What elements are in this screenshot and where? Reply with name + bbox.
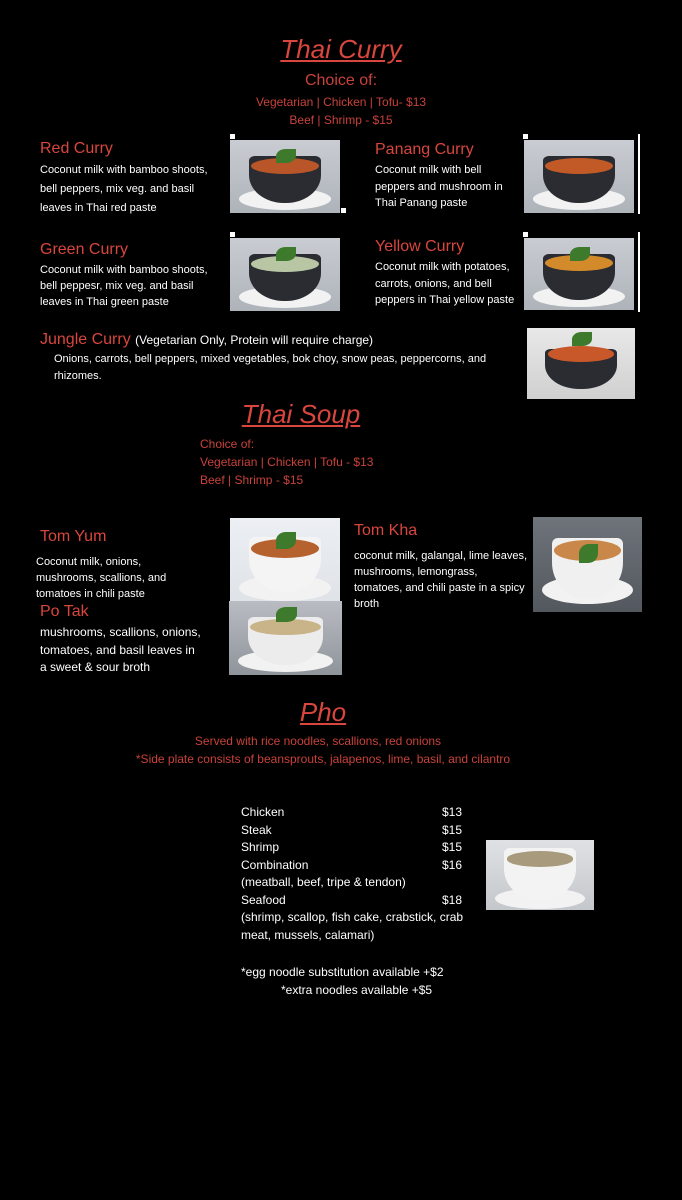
soup-choice-of: Choice of:	[200, 437, 255, 451]
green-curry-desc: Coconut milk with bamboo shoots, bell peppesr, mix veg. and basil leaves in Thai green paste	[40, 264, 208, 308]
pho-row-shrimp: Shrimp $15	[241, 840, 463, 854]
pho-row-chicken: Chicken $13	[241, 805, 463, 819]
po-tak-name: Po Tak	[40, 603, 89, 620]
tom-yum-desc: Coconut milk, onions, mushrooms, scallions, and tomatoes in chili paste	[36, 556, 167, 600]
yellow-curry-name: Yellow Curry	[375, 238, 465, 255]
photo-border-line	[638, 232, 640, 312]
soup-options-2: Beef | Shrimp - $15	[200, 473, 304, 487]
jungle-curry-photo	[527, 328, 635, 399]
green-curry-photo	[230, 238, 340, 311]
pho-note-egg: *egg noodle substitution available +$2	[241, 965, 444, 979]
pho-row-seafood-detail: meat, mussels, calamari)	[241, 927, 375, 942]
jungle-curry-desc: Onions, carrots, bell peppers, mixed vegetables, bok choy, snow peas, peppercorns, and rhizomes.	[54, 353, 487, 382]
photo-corner-mark	[230, 232, 235, 237]
tom-yum-name: Tom Yum	[40, 528, 107, 545]
soup-title: Thai Soup	[241, 399, 361, 429]
tom-kha-desc: coconut milk, galangal, lime leaves, mushrooms, lemongrass, tomatoes, and chili paste in a spicy broth	[354, 550, 528, 610]
curry-options-2: Beef | Shrimp - $15	[289, 113, 393, 127]
photo-corner-mark	[523, 134, 528, 139]
yellow-curry-photo	[524, 238, 634, 310]
pho-note-extra: *extra noodles available +$5	[281, 983, 433, 997]
curry-options-1: Vegetarian | Chicken | Tofu- $13	[255, 95, 427, 109]
curry-title: Thai Curry	[280, 34, 402, 64]
jungle-curry-name: Jungle Curry	[40, 331, 131, 348]
jungle-curry-heading	[40, 331, 373, 349]
pho-photo	[486, 840, 594, 910]
tom-kha-name: Tom Kha	[354, 522, 418, 539]
pho-row-seafood-detail: (shrimp, scallop, fish cake, crabstick, crab	[241, 910, 464, 924]
pho-row-combination: Combination $16	[241, 857, 463, 872]
green-curry-name: Green Curry	[40, 241, 129, 258]
photo-border-line	[638, 134, 640, 214]
photo-corner-mark	[523, 232, 528, 237]
photo-corner-mark	[341, 208, 346, 213]
red-curry-name: Red Curry	[40, 140, 113, 157]
pho-row-seafood: Seafood $18	[241, 892, 463, 907]
photo-corner-mark	[230, 134, 235, 139]
panang-curry-name: Panang Curry	[375, 141, 474, 158]
po-tak-photo	[229, 601, 342, 675]
soup-options-1: Vegetarian | Chicken | Tofu - $13	[200, 455, 374, 469]
panang-curry-photo	[524, 140, 634, 213]
jungle-curry-note: (Vegetarian Only, Protein will require charge)	[135, 333, 374, 347]
pho-row-combination-detail: (meatball, beef, tripe & tendon)	[241, 875, 406, 889]
red-curry-desc: Coconut milk with bamboo shoots, bell peppers, mix veg. and basil leaves in Thai red paste	[40, 164, 208, 214]
pho-side: *Side plate consists of beansprouts, jalapenos, lime, basil, and cilantro	[135, 752, 511, 766]
tom-kha-photo	[533, 517, 642, 612]
panang-curry-desc: Coconut milk with bell peppers and mushroom in Thai Panang paste	[375, 164, 503, 209]
yellow-curry-desc: Coconut milk with potatoes, carrots, onions, and bell peppers in Thai yellow paste	[375, 261, 515, 306]
pho-served: Served with rice noodles, scallions, red onions	[194, 734, 442, 748]
tom-yum-photo	[230, 518, 340, 604]
pho-price-list	[241, 804, 481, 944]
red-curry-photo	[230, 140, 340, 213]
po-tak-desc: mushrooms, scallions, onions, tomatoes, and basil leaves in a sweet & sour broth	[40, 625, 201, 674]
pho-title: Pho	[299, 697, 347, 727]
pho-row-steak: Steak $15	[241, 822, 463, 837]
curry-choice-of: Choice of:	[304, 72, 378, 89]
